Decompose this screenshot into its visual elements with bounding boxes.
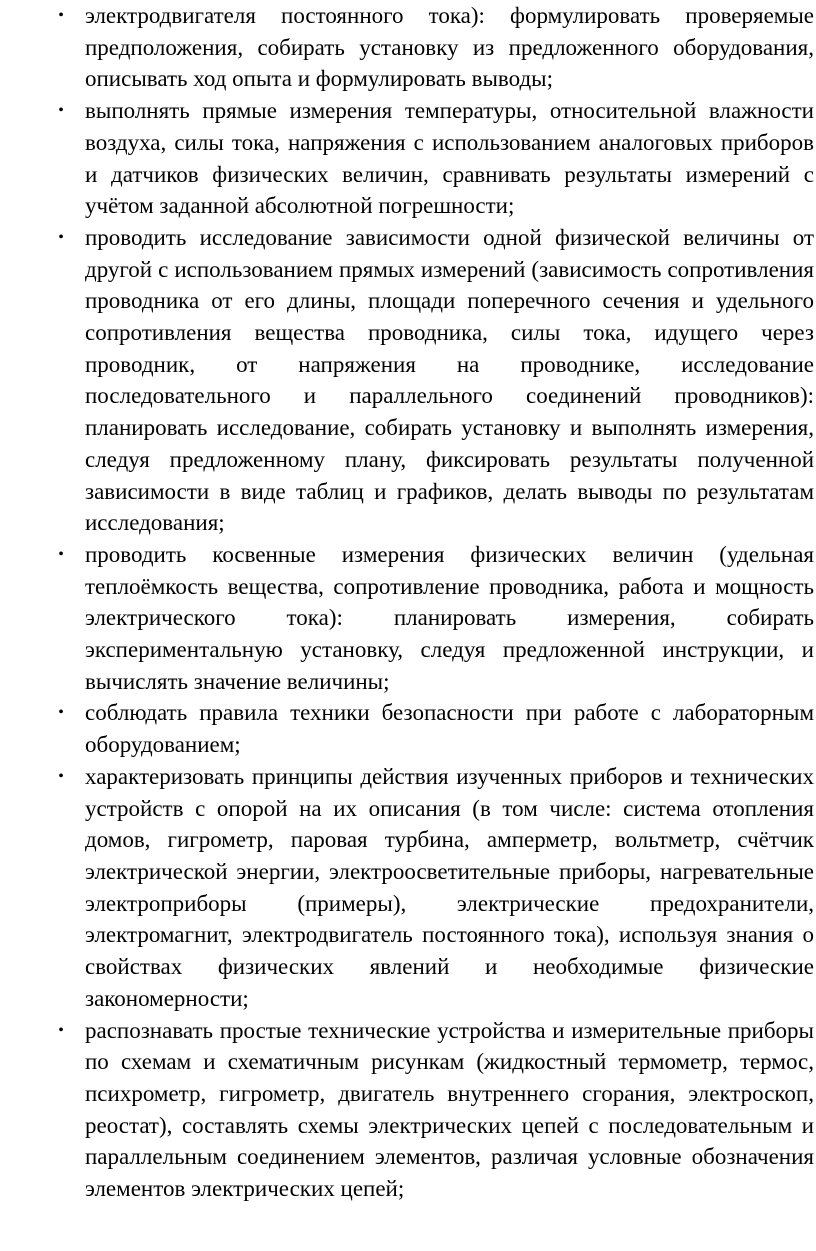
list-item-text: проводить исследование зависимости одной физической величины от другой с использованием прямых измерений (зависимость сопротивления проводника от его длины, площади поперечного сечения и удельного сопротивления вещества проводника, силы тока, идущего через проводник, от напряжения на проводнике, исследование последовательного и параллельного соединений проводников): планировать исследование, собирать установку и выполнять измерения, следуя предложенному плану, фиксировать результаты полученной зависимости в виде таблиц и графиков, делать выводы по результатам исследования; [85,224,814,536]
list-item-text: выполнять прямые измерения температуры, относительной влажности воздуха, силы тока, напряжения с использованием аналоговых приборов и датчиков физических величин, сравнивать результаты измерений с учётом заданной абсолютной погрешности; [85,98,814,219]
list-item-text: характеризовать принципы действия изученных приборов и технических устройств с опорой на их описания (в том числе: система отопления домов, гигрометр, паровая турбина, амперметр, вольтметр, счётчик электрической энергии, электроосветительные приборы, нагревательные электроприборы (примеры), электрические предохранители, электромагнит, электродвигатель постоянного тока), используя знания о свойствах физических явлений и необходимые физические закономерности; [85,763,814,1011]
list-item [58,0,814,95]
bullet-icon: • [58,1021,64,1039]
list-item-text: проводить косвенные измерения физических величин (удельная теплоёмкость вещества, сопротивление проводника, работа и мощность электрического тока): планировать измерения, собирать экспериментальную установку, следуя предложенной инструкции, и вычислять значение величины; [85,541,814,694]
list-item-text: соблюдать правила техники безопасности при работе с лабораторным оборудованием; [85,700,814,758]
list-item [58,1015,814,1205]
list-item [58,539,814,698]
bullet-icon: • [58,102,64,120]
bullet-icon: • [58,767,64,785]
list-item-text: электродвигателя постоянного тока): формулировать проверяемые предположения, собирать установку из предложенного оборудования, описывать ход опыта и формулировать выводы; [85,3,814,92]
list-item [58,222,814,539]
bullet-icon: • [58,7,64,24]
list-item [58,95,814,222]
bullet-list [58,0,814,1205]
bullet-icon: • [58,704,64,722]
bullet-icon: • [58,545,64,563]
list-item-text: распознавать простые технические устройства и измерительные приборы по схемам и схематичным рисункам (жидкостный термометр, термос, психрометр, гигрометр, двигатель внутреннего сгорания, электроскоп, реостат), составлять схемы электрических цепей с последовательным и параллельным соединением элементов, различая условные обозначения элементов электрических цепей; [85,1017,814,1202]
list-item [58,761,814,1015]
bullet-icon: • [58,228,64,246]
list-item [58,697,814,760]
